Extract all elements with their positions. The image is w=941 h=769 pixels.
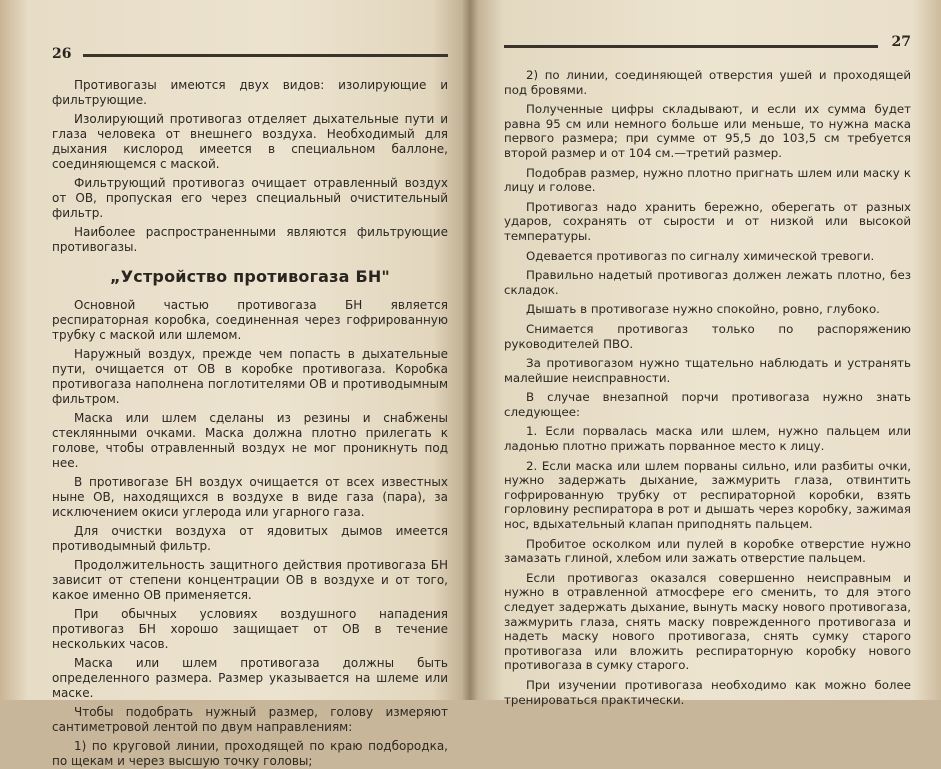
- page-number-left: 26: [52, 46, 72, 62]
- section-title: „Устройство противогаза БН": [110, 267, 390, 286]
- paragraph: Фильтрующий противогаз очищает отравленный воздух от ОВ, пропуская его через специальный очистительный фильтр.: [52, 176, 448, 220]
- paragraph: При изучении противогаза необходимо как можно более тренироваться практически.: [504, 677, 911, 707]
- paragraph: Противогаз надо хранить бережно, оберегать от разных ударов, сохранять от сырости и от низкой или высокой температуры.: [504, 199, 911, 243]
- paragraph: Дышать в противогазе нужно спокойно, ровно, глубоко.: [526, 302, 880, 317]
- paragraph: Основной частью противогаза БН является респираторная коробка, соединенная через гофрированную трубку с маской или шлемом.: [52, 298, 448, 342]
- right-page: [470, 0, 941, 707]
- paragraph: Одевается противогаз по сигналу химической тревоги.: [526, 248, 875, 263]
- paragraph: Наиболее распространенными являются фильтрующие противогазы.: [52, 225, 448, 254]
- paragraph: 1. Если порвалась маска или шлем, нужно пальцем или ладонью плотно прижать порванное место к лицу.: [504, 424, 911, 454]
- paragraph: При обычных условиях воздушного нападения противогаз БН хорошо защищает от ОВ в течение нескольких часов.: [52, 607, 448, 651]
- paragraph: Маска или шлем сделаны из резины и снабжены стеклянными очками. Маска должна плотно прилегать к голове, чтобы отравленный воздух не мог проникнуть под нее.: [52, 411, 448, 470]
- paragraph: За противогазом нужно тщательно наблюдать и устранять малейшие неисправности.: [504, 356, 911, 385]
- paragraph: Продолжительность защитного действия противогаза БН зависит от степени концентрации ОВ в воздухе и от того, какое именно ОВ применяется.: [52, 558, 448, 602]
- paragraph: В случае внезапной порчи противогаза нужно знать следующее:: [504, 390, 911, 419]
- paragraph: Если противогаз оказался совершенно неисправным и нужно в отравленной атмосфере его сменить, то для этого следует задержать дыхание, вынуть маску нового противогаза, зажмурить глаза, снять маску поврежденного противогаза и надеть маску нового противогаза, снять сумку старого противогаза или вложить респираторную коробку нового противогаза в сумку старого.: [504, 570, 911, 673]
- paragraph: Чтобы подобрать нужный размер, голову измеряют сантиметровой лентой по двум направлениям:: [52, 705, 448, 734]
- paragraph: Пробитое осколком или пулей в коробке отверстие нужно замазать глиной, хлебом или зажать отверстие пальцем.: [504, 536, 911, 566]
- paragraph: Полученные цифры складывают, и если их сумма будет равна 95 см или немного больше или меньше, то нужна маска первого размера; при сумме от 95,5 до 103,5 см требуется второй размер и от 104 см.—третий размер.: [504, 102, 911, 160]
- paragraph: В противогазе БН воздух очищается от всех известных ныне ОВ, находящихся в воздухе в виде газа (пара), за исключением окиси углерода или угарного газа.: [52, 475, 448, 519]
- right-page-header: [504, 32, 911, 52]
- paragraph: Снимается противогаз только по распоряжению руководителей ПВО.: [504, 321, 911, 351]
- paragraph: Для очистки воздуха от ядовитых дымов имеется противодымный фильтр.: [52, 524, 448, 553]
- paragraph: Изолирующий противогаз отделяет дыхательные пути и глаза человека от внешнего воздуха. Необходимый для дыхания кислород имеется в специальном баллоне, соединяющемся с маской.: [52, 112, 448, 171]
- header-rule-right: [504, 45, 878, 48]
- paragraph: Правильно надетый противогаз должен лежать плотно, без складок.: [504, 268, 911, 297]
- paragraph: 2. Если маска или шлем порваны сильно, или разбиты очки, нужно задержать дыхание, зажмурить глаза, отвинтить гофрированную трубку от респираторной коробки, взять горловину респиратора в рот и дышать через коробку, зажимая нос, вдыхательный клапан приподнять пальцем.: [504, 458, 911, 532]
- book-gutter: [462, 0, 478, 700]
- paragraph: Маска или шлем противогаза должны быть определенного размера. Размер указывается на шлеме или маске.: [52, 656, 448, 700]
- right-page-text: [504, 68, 911, 707]
- paragraph: Подобрав размер, нужно плотно пригнать шлем или маску к лицу и голове.: [504, 165, 911, 195]
- page-number-right: 27: [891, 34, 911, 50]
- left-page-header: [52, 44, 448, 64]
- paragraph: 1) по круговой линии, проходящей по краю подбородка, по щекам и через высшую точку головы;: [52, 739, 448, 768]
- paragraph: Противогазы имеются двух видов: изолирующие и фильтрующие.: [52, 78, 448, 107]
- left-page-text: [52, 78, 448, 769]
- paragraph: Наружный воздух, прежде чем попасть в дыхательные пути, очищается от ОВ в коробке противогаза. Коробка противогаза наполнена поглотителями ОВ и противодымным фильтром.: [52, 347, 448, 406]
- left-page: [0, 0, 470, 768]
- paragraph: 2) по линии, соединяющей отверстия ушей и проходящей под бровями.: [504, 68, 911, 97]
- header-rule-left: [83, 54, 448, 57]
